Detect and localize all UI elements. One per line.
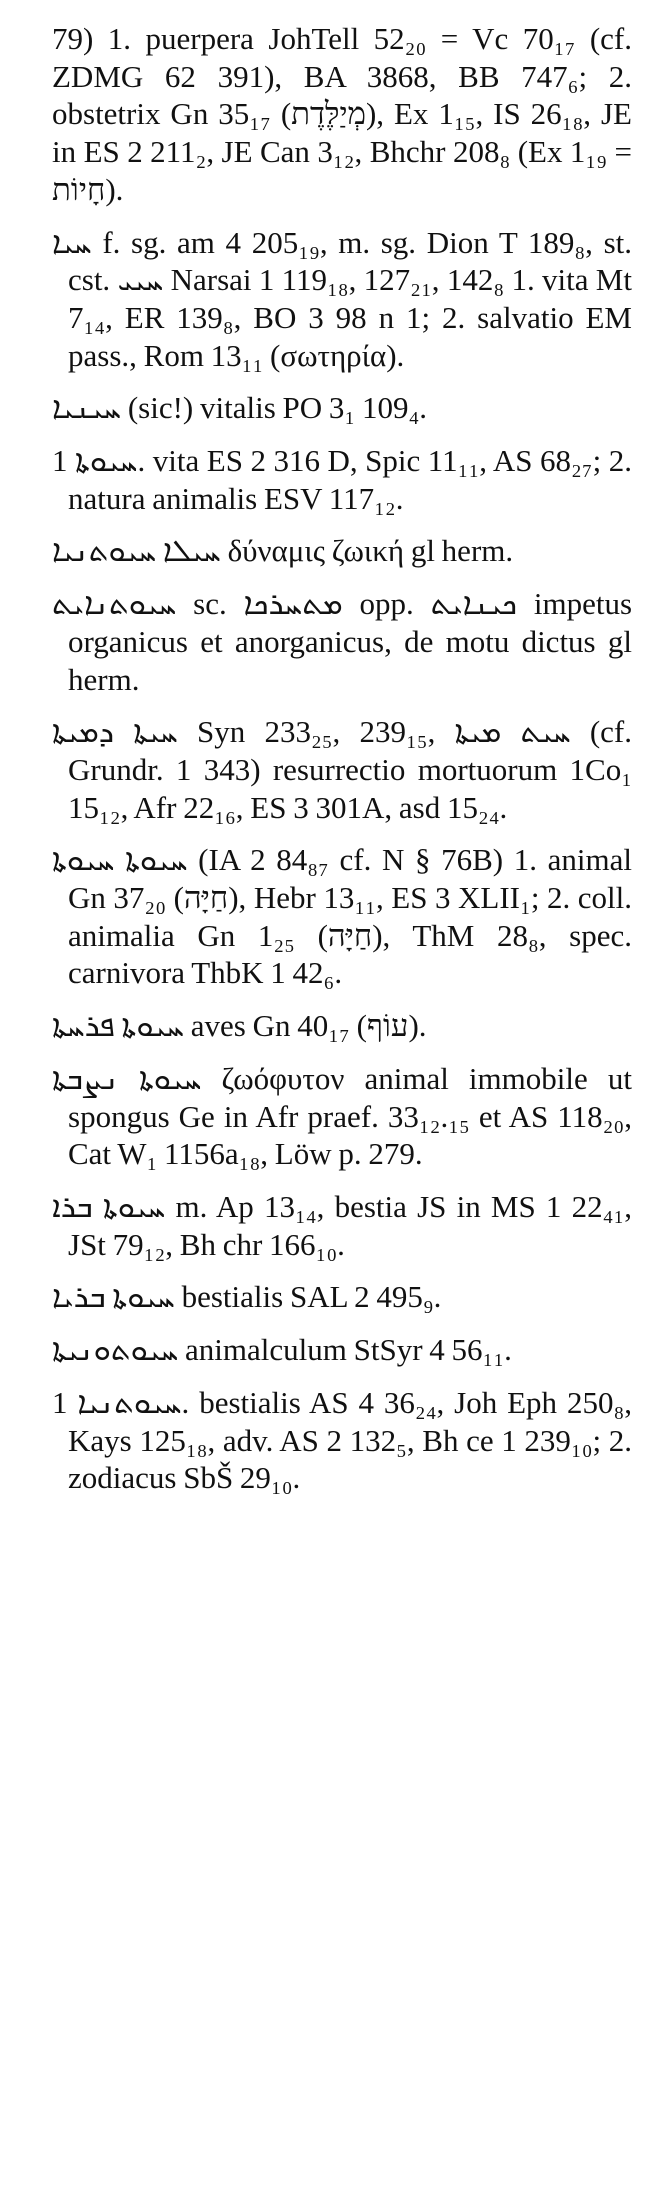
entry-text: animalculum StSyr 4 56₁₁. <box>178 1332 512 1368</box>
headword: ܚܝܘܬܐ ܦܪܚܬܐ <box>52 1008 184 1044</box>
entry-text: m. Ap 13₁₄, bestia JS in MS 1 22₄₁, JSt 79₁₂, Bh chr 166₁₀. <box>68 1188 632 1262</box>
entry-text: 79) 1. puerpera JohTell 52₂₀ = Vc 70₁₇ (cf. ZDMG 62 391), BA 3868, BB 747₆; 2. obstetrix Gn 35₁₇ (מְיַלֶּדֶת), Ex 1₁₅, IS 26₁₈, JE in ES 2 211₂, JE Can 3₁₂, Bhchr 208₈ (Ex 1₁₉ = חָיוֹת). <box>52 21 632 207</box>
dictionary-entry <box>52 841 632 992</box>
dictionary-entry <box>52 1007 632 1045</box>
entry-text: ζωόφυτον animal immobile ut spongus Ge in Afr praef. 33₁₂.₁₅ et AS 118₂₀, Cat W₁ 1156a₁₈, Löw p. 279. <box>68 1060 632 1172</box>
dictionary-page <box>52 20 632 2180</box>
dictionary-entry <box>52 1331 632 1369</box>
entry-text: 1. vita ES 2 316 D, Spic 11₁₁, AS 68₂₇; 2. natura animalis ESV 117₁₂. <box>52 443 632 516</box>
entry-text: 1. bestialis AS 4 36₂₄, Joh Eph 250₈, Kays 125₁₈, adv. AS 2 132₅, Bh ce 1 239₁₀; 2. zodiacus SbŠ 29₁₀. <box>52 1384 632 1496</box>
entry-text: (sic!) vitalis PO 3₁ 109₄. <box>121 390 428 426</box>
dictionary-entry <box>52 1384 632 1497</box>
dictionary-entry <box>52 713 632 826</box>
entry-text: aves Gn 40₁₇ (עוֹף). <box>184 1008 427 1044</box>
headword: ܚܝܘܬܘܢܝܬܐ <box>52 1332 179 1368</box>
entry-text: bestialis SAL 2 495₉. <box>174 1279 442 1315</box>
headword: ܚܝܬܐ ܕܡܝܬܐ <box>52 714 178 750</box>
dictionary-entry <box>52 1188 632 1263</box>
headword: ܚܝܐ <box>52 224 92 260</box>
dictionary-entry <box>52 1060 632 1173</box>
headword: ܚܝܘܬܐ ܒܪܐ <box>52 1188 166 1224</box>
headword: ܚܝܘܬܐ ܢܨܒܬܐ <box>52 1060 202 1096</box>
dictionary-entry <box>52 532 632 570</box>
dictionary-entry <box>52 20 632 209</box>
dictionary-entry <box>52 1278 632 1316</box>
dictionary-entry <box>52 442 632 517</box>
entry-text: Syn 233₂₅, 239₁₅, ܚܝܬ ܡܝܬܐ (cf. Grundr. 1 343) resurrectio mortuorum 1Co₁ 15₁₂, Afr 22₁₆, ES 3 301A, asd 15₂₄. <box>68 714 632 825</box>
dictionary-entry <box>52 224 632 375</box>
headword: ܚܝܘܬܐ <box>75 443 138 479</box>
headword: ܚܝܘܬܢܐܝܬ <box>52 586 177 622</box>
entry-text: f. sg. am 4 205₁₉, m. sg. Dion T 189₈, st. cst. ܚܝܝ Narsai 1 119₁₈, 127₂₁, 142₈ 1. vita Mt 7₁₄, ER 139₈, BO 3 98 n 1; 2. salvatio EM pass., Rom 13₁₁ (σωτηρία). <box>68 224 632 373</box>
dictionary-entry <box>52 585 632 698</box>
headword: ܚܝܠܐ ܚܝܘܬܢܝܐ <box>52 533 221 569</box>
dictionary-entry <box>52 389 632 427</box>
entry-text: sc. ܡܬܚܪܟܐ opp. ܟܝܢܐܝܬ impetus organicus et anorganicus, de motu dictus gl herm. <box>68 586 633 697</box>
headword: ܚܝܢܝܐ <box>52 390 122 426</box>
entry-text: (IA 2 84₈₇ cf. N § 76B) 1. animal Gn 37₂₀ (חַיָּה), Hebr 13₁₁, ES 3 XLII₁; 2. coll. animalia Gn 1₂₅ (חַיָּה), ThM 28₈, spec. carnivora ThbK 1 42₆. <box>68 842 633 991</box>
headword: ܚܝܘܬܢܝܐ <box>77 1384 182 1420</box>
headword: ܚܝܘܬܐ ܒܪܝܐ <box>52 1279 175 1315</box>
entry-text: δύναμις ζωική gl herm. <box>220 533 514 569</box>
headword: ܚܝܘܬܐ ܚܝܘܬܐ <box>52 842 188 878</box>
